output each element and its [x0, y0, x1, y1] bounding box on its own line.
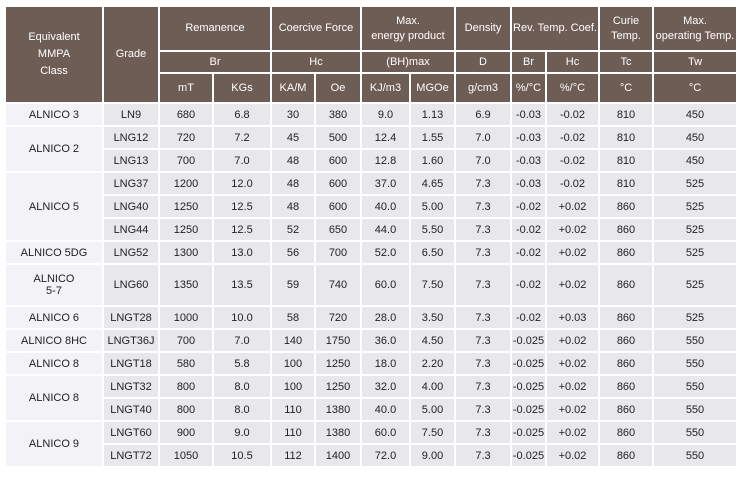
value-cell: -0.025: [512, 330, 545, 351]
grade-cell: LNG40: [104, 196, 158, 217]
value-cell: 800: [160, 399, 212, 420]
table-body: [6, 104, 736, 466]
value-cell: -0.02: [512, 242, 545, 263]
value-cell: 12.5: [214, 196, 270, 217]
value-cell: 13.0: [214, 242, 270, 263]
grade-cell: LNGT72: [104, 445, 158, 466]
value-cell: 13.5: [214, 265, 270, 305]
value-cell: 110: [272, 399, 314, 420]
table-row: [6, 265, 736, 305]
unit-header: MGOe: [411, 74, 454, 102]
unit-header: Oe: [316, 74, 360, 102]
col-header-grade: Grade: [104, 7, 158, 102]
symbol-br: Br: [160, 52, 270, 72]
unit-header: KGs: [214, 74, 270, 102]
value-cell: 550: [654, 330, 736, 351]
value-cell: -0.03: [512, 173, 545, 194]
value-cell: -0.02: [512, 219, 545, 240]
value-cell: 1.55: [411, 127, 454, 148]
value-cell: 140: [272, 330, 314, 351]
value-cell: 7.3: [456, 445, 510, 466]
value-cell: 12.4: [362, 127, 409, 148]
value-cell: -0.02: [547, 104, 598, 125]
value-cell: 600: [316, 173, 360, 194]
value-cell: 8.0: [214, 399, 270, 420]
value-cell: 550: [654, 445, 736, 466]
value-cell: 700: [160, 330, 212, 351]
symbol-tw: Tw: [654, 52, 736, 72]
table-row: [6, 376, 736, 397]
alnico-class-cell: ALNICO 6: [6, 307, 102, 328]
value-cell: 7.0: [456, 127, 510, 148]
value-cell: 7.3: [456, 422, 510, 443]
unit-header: KJ/m3: [362, 74, 409, 102]
unit-header: g/cm3: [456, 74, 510, 102]
grade-cell: LNGT28: [104, 307, 158, 328]
value-cell: 810: [600, 173, 652, 194]
symbol-hc: Hc: [272, 52, 360, 72]
grade-cell: LNGT32: [104, 376, 158, 397]
value-cell: 112: [272, 445, 314, 466]
table-row: [6, 445, 736, 466]
value-cell: 7.3: [456, 353, 510, 374]
value-cell: 860: [600, 353, 652, 374]
value-cell: -0.025: [512, 399, 545, 420]
value-cell: 4.50: [411, 330, 454, 351]
value-cell: +0.02: [547, 330, 598, 351]
value-cell: 7.0: [456, 150, 510, 171]
value-cell: -0.025: [512, 376, 545, 397]
table-row: [6, 399, 736, 420]
value-cell: 4.00: [411, 376, 454, 397]
value-cell: 860: [600, 265, 652, 305]
value-cell: -0.02: [512, 196, 545, 217]
grade-cell: LNGT40: [104, 399, 158, 420]
table-row: [6, 127, 736, 148]
value-cell: 525: [654, 173, 736, 194]
value-cell: 1200: [160, 173, 212, 194]
table-row: [6, 353, 736, 374]
value-cell: 860: [600, 196, 652, 217]
value-cell: 800: [160, 376, 212, 397]
value-cell: 40.0: [362, 196, 409, 217]
value-cell: 860: [600, 219, 652, 240]
value-cell: 810: [600, 150, 652, 171]
table-row: [6, 173, 736, 194]
value-cell: 810: [600, 127, 652, 148]
value-cell: 7.3: [456, 196, 510, 217]
alnico-class-cell: ALNICO 3: [6, 104, 102, 125]
value-cell: 100: [272, 376, 314, 397]
value-cell: 12.5: [214, 219, 270, 240]
value-cell: 6.8: [214, 104, 270, 125]
symbol-tc: Tc: [600, 52, 652, 72]
grade-cell: LNGT60: [104, 422, 158, 443]
symbol-density: D: [456, 52, 510, 72]
unit-header: °C: [600, 74, 652, 102]
value-cell: 740: [316, 265, 360, 305]
alnico-class-cell: ALNICO 8HC: [6, 330, 102, 351]
value-cell: 450: [654, 127, 736, 148]
value-cell: 37.0: [362, 173, 409, 194]
value-cell: 600: [316, 196, 360, 217]
table-row: [6, 219, 736, 240]
value-cell: 59: [272, 265, 314, 305]
alnico-class-cell: ALNICO 5: [6, 173, 102, 240]
value-cell: 6.9: [456, 104, 510, 125]
value-cell: 110: [272, 422, 314, 443]
value-cell: +0.02: [547, 399, 598, 420]
grade-cell: LN9: [104, 104, 158, 125]
alnico-class-cell: ALNICO 8: [6, 353, 102, 374]
value-cell: 5.8: [214, 353, 270, 374]
col-header-max-operating-temp: Max. operating Temp.: [654, 7, 736, 50]
unit-header: %/°C: [547, 74, 598, 102]
value-cell: 380: [316, 104, 360, 125]
alnico-grade-table: [4, 5, 738, 468]
value-cell: +0.02: [547, 242, 598, 263]
value-cell: 3.50: [411, 307, 454, 328]
value-cell: 52: [272, 219, 314, 240]
alnico-class-cell: ALNICO 5DG: [6, 242, 102, 263]
value-cell: +0.02: [547, 219, 598, 240]
value-cell: 28.0: [362, 307, 409, 328]
table-row: [6, 196, 736, 217]
grade-cell: LNG44: [104, 219, 158, 240]
value-cell: 700: [316, 242, 360, 263]
value-cell: 1250: [160, 196, 212, 217]
alnico-class-cell: ALNICO 2: [6, 127, 102, 171]
value-cell: 525: [654, 196, 736, 217]
value-cell: 7.3: [456, 376, 510, 397]
col-header-max-energy-product: Max. energy product: [362, 7, 454, 50]
value-cell: 30: [272, 104, 314, 125]
value-cell: 5.00: [411, 399, 454, 420]
value-cell: +0.02: [547, 376, 598, 397]
value-cell: 36.0: [362, 330, 409, 351]
value-cell: 32.0: [362, 376, 409, 397]
unit-header: KA/M: [272, 74, 314, 102]
value-cell: 12.8: [362, 150, 409, 171]
value-cell: 7.3: [456, 330, 510, 351]
value-cell: 9.00: [411, 445, 454, 466]
value-cell: 2.20: [411, 353, 454, 374]
value-cell: 8.0: [214, 376, 270, 397]
grade-cell: LNGT18: [104, 353, 158, 374]
value-cell: 1250: [160, 219, 212, 240]
value-cell: 7.2: [214, 127, 270, 148]
value-cell: 9.0: [214, 422, 270, 443]
value-cell: 550: [654, 422, 736, 443]
value-cell: +0.03: [547, 307, 598, 328]
alnico-grade-table-container: [4, 5, 738, 468]
value-cell: 700: [160, 150, 212, 171]
value-cell: 650: [316, 219, 360, 240]
value-cell: 44.0: [362, 219, 409, 240]
value-cell: 1.60: [411, 150, 454, 171]
value-cell: 860: [600, 376, 652, 397]
value-cell: 7.3: [456, 173, 510, 194]
value-cell: 7.3: [456, 219, 510, 240]
alnico-class-cell: ALNICO 5-7: [6, 265, 102, 305]
value-cell: 10.0: [214, 307, 270, 328]
value-cell: 7.0: [214, 330, 270, 351]
value-cell: 45: [272, 127, 314, 148]
value-cell: 525: [654, 219, 736, 240]
value-cell: 580: [160, 353, 212, 374]
col-header-rev-temp-coef: Rev. Temp. Coef.: [512, 7, 598, 50]
value-cell: 860: [600, 399, 652, 420]
grade-cell: LNG13: [104, 150, 158, 171]
value-cell: 7.0: [214, 150, 270, 171]
value-cell: +0.02: [547, 265, 598, 305]
unit-header: °C: [654, 74, 736, 102]
unit-header: mT: [160, 74, 212, 102]
table-row: [6, 242, 736, 263]
unit-header: %/°C: [512, 74, 545, 102]
value-cell: 860: [600, 445, 652, 466]
value-cell: 680: [160, 104, 212, 125]
table-row: [6, 307, 736, 328]
value-cell: 550: [654, 376, 736, 397]
col-header-class: [6, 7, 102, 102]
value-cell: -0.025: [512, 445, 545, 466]
grade-cell: LNG12: [104, 127, 158, 148]
value-cell: 6.50: [411, 242, 454, 263]
value-cell: 525: [654, 307, 736, 328]
value-cell: 1350: [160, 265, 212, 305]
value-cell: 5.00: [411, 196, 454, 217]
value-cell: 1250: [316, 376, 360, 397]
value-cell: 1250: [316, 353, 360, 374]
value-cell: -0.02: [547, 150, 598, 171]
grade-cell: LNG37: [104, 173, 158, 194]
value-cell: 72.0: [362, 445, 409, 466]
value-cell: 10.5: [214, 445, 270, 466]
value-cell: 100: [272, 353, 314, 374]
value-cell: 720: [316, 307, 360, 328]
value-cell: -0.03: [512, 127, 545, 148]
value-cell: -0.02: [512, 307, 545, 328]
value-cell: 1380: [316, 399, 360, 420]
value-cell: 860: [600, 307, 652, 328]
symbol-bhmax: (BH)max: [362, 52, 454, 72]
value-cell: 56: [272, 242, 314, 263]
value-cell: 48: [272, 150, 314, 171]
symbol-rev-br: Br: [512, 52, 545, 72]
value-cell: 1050: [160, 445, 212, 466]
value-cell: 500: [316, 127, 360, 148]
value-cell: 1000: [160, 307, 212, 328]
value-cell: +0.02: [547, 196, 598, 217]
value-cell: -0.02: [547, 127, 598, 148]
value-cell: 900: [160, 422, 212, 443]
value-cell: 9.0: [362, 104, 409, 125]
value-cell: 1300: [160, 242, 212, 263]
header-class-text: Equivalent MMPA Class: [28, 31, 80, 77]
value-cell: 7.50: [411, 265, 454, 305]
value-cell: 7.3: [456, 307, 510, 328]
value-cell: 1380: [316, 422, 360, 443]
value-cell: 600: [316, 150, 360, 171]
col-header-remanence: Remanence: [160, 7, 270, 50]
alnico-class-cell: ALNICO 9: [6, 422, 102, 466]
table-row: [6, 150, 736, 171]
value-cell: 450: [654, 150, 736, 171]
table-row: [6, 330, 736, 351]
value-cell: 450: [654, 104, 736, 125]
col-header-density: Density: [456, 7, 510, 50]
value-cell: 7.3: [456, 265, 510, 305]
value-cell: 860: [600, 422, 652, 443]
value-cell: -0.03: [512, 104, 545, 125]
value-cell: 860: [600, 330, 652, 351]
table-row: [6, 422, 736, 443]
value-cell: -0.025: [512, 353, 545, 374]
value-cell: 48: [272, 196, 314, 217]
table-row: [6, 104, 736, 125]
value-cell: -0.02: [512, 265, 545, 305]
value-cell: 40.0: [362, 399, 409, 420]
grade-cell: LNGT36J: [104, 330, 158, 351]
value-cell: -0.025: [512, 422, 545, 443]
value-cell: 48: [272, 173, 314, 194]
value-cell: 1400: [316, 445, 360, 466]
value-cell: -0.03: [512, 150, 545, 171]
value-cell: -0.02: [547, 173, 598, 194]
value-cell: 18.0: [362, 353, 409, 374]
value-cell: 810: [600, 104, 652, 125]
value-cell: 7.50: [411, 422, 454, 443]
grade-cell: LNG60: [104, 265, 158, 305]
value-cell: 1.13: [411, 104, 454, 125]
value-cell: 52.0: [362, 242, 409, 263]
value-cell: 860: [600, 242, 652, 263]
value-cell: 525: [654, 242, 736, 263]
value-cell: 720: [160, 127, 212, 148]
value-cell: 5.50: [411, 219, 454, 240]
value-cell: 1750: [316, 330, 360, 351]
value-cell: 550: [654, 353, 736, 374]
value-cell: 550: [654, 399, 736, 420]
value-cell: +0.02: [547, 353, 598, 374]
col-header-curie-temp: Curie Temp.: [600, 7, 652, 50]
col-header-coercive-force: Coercive Force: [272, 7, 360, 50]
value-cell: 525: [654, 265, 736, 305]
value-cell: 7.3: [456, 242, 510, 263]
symbol-rev-hc: Hc: [547, 52, 598, 72]
alnico-class-cell: ALNICO 8: [6, 376, 102, 420]
table-header: [6, 7, 736, 102]
value-cell: +0.02: [547, 445, 598, 466]
value-cell: 58: [272, 307, 314, 328]
value-cell: 60.0: [362, 265, 409, 305]
value-cell: 4.65: [411, 173, 454, 194]
value-cell: 60.0: [362, 422, 409, 443]
value-cell: +0.02: [547, 422, 598, 443]
value-cell: 12.0: [214, 173, 270, 194]
value-cell: 7.3: [456, 399, 510, 420]
grade-cell: LNG52: [104, 242, 158, 263]
